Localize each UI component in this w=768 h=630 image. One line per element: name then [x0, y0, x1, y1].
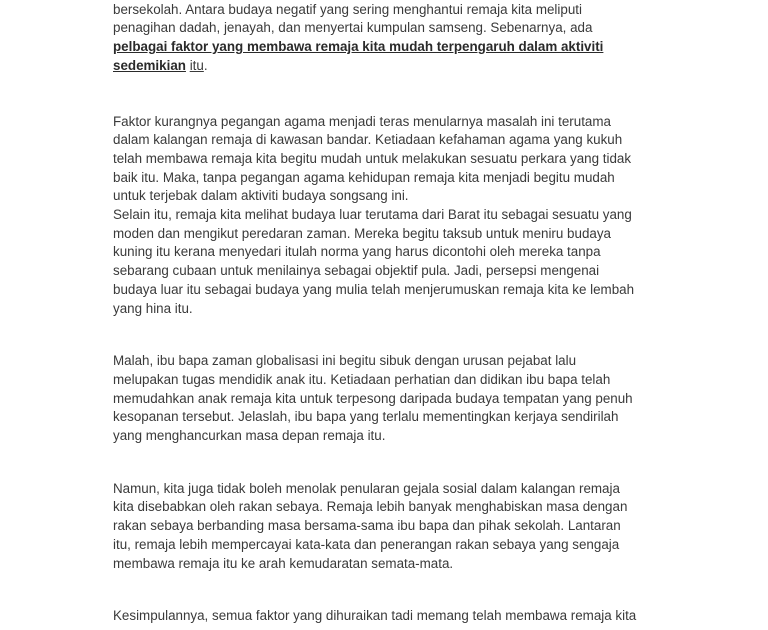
paragraph-line: bersekolah. Antara budaya negatif yang sering menghantui remaja kita meliputi	[113, 1, 582, 17]
paragraph-line: Faktor kurangnya pegangan agama menjadi teras menularnya masalah ini terutama	[113, 113, 611, 129]
paragraph-line	[113, 38, 659, 57]
paragraph-line: memudahkan anak remaja kita untuk terpesong daripada budaya tempatan yang penuh	[113, 390, 633, 406]
paragraph-line: yang menghancurkan masa depan remaja itu.	[113, 428, 386, 444]
paragraph-line: membawa remaja itu ke arah kemudaratan semata-mata.	[113, 555, 454, 571]
paragraph-3	[113, 352, 659, 446]
paragraph-line: kesopanan tersebut. Jelaslah, ibu bapa yang terlalu mementingkan kerjaya sendirilah	[113, 409, 619, 425]
paragraph-line: Kesimpulannya, semua faktor yang dihuraikan tadi memang telah membawa remaja kita	[113, 608, 637, 624]
paragraph-line: untuk terjebak dalam aktiviti budaya songsang ini.	[113, 188, 409, 204]
paragraph-line: Malah, ibu bapa zaman globalisasi ini begitu sibuk dengan urusan pejabat lalu	[113, 353, 577, 369]
paragraph-line: rakan sebaya berbanding masa bersama-sama ibu bapa dan pihak sekolah. Lantaran	[113, 518, 621, 534]
paragraph-line: kuning itu kerana menyedari itulah norma yang harus dicontohi oleh mereka tanpa	[113, 244, 601, 260]
emphasized-phrase: pelbagai faktor yang membawa remaja kita mudah terpengaruh dalam aktiviti	[113, 39, 604, 55]
paragraph-line: itu, remaja lebih mempercayai kata-kata dan penerangan rakan sebaya yang sengaja	[113, 536, 620, 552]
emphasized-phrase: sedemikian	[113, 57, 186, 73]
paragraph-5	[113, 607, 659, 626]
paragraph-line: melupakan tugas mendidik anak itu. Ketiadaan perhatian dan didikan ibu bapa telah	[113, 371, 611, 387]
paragraph-line: budaya luar itu sebagai budaya yang mulia telah menjerumuskan remaja kita ke lembah	[113, 281, 635, 297]
paragraph-line	[113, 57, 659, 76]
essay-body	[113, 0, 659, 626]
paragraph-line: yang hina itu.	[113, 300, 193, 316]
paragraph-1	[113, 0, 659, 76]
paragraph-line: Namun, kita juga tidak boleh menolak penularan gejala sosial dalam kalangan remaja	[113, 480, 620, 496]
paragraph-line: penagihan dadah, jenayah, dan menyertai kumpulan samseng. Sebenarnya, ada	[113, 20, 593, 36]
period: .	[203, 57, 208, 73]
paragraph-line: moden dan mengikut peredaran zaman. Mereka begitu taksub untuk meniru budaya	[113, 225, 611, 241]
paragraph-4	[113, 480, 659, 574]
paragraph-line: sebarang cubaan untuk menilainya sebagai objektif pula. Jadi, persepsi mengenai	[113, 263, 600, 279]
paragraph-2	[113, 113, 659, 319]
paragraph-line: kita disebabkan oleh rakan sebaya. Remaja lebih banyak menghabiskan masa dengan	[113, 499, 628, 515]
underlined-word: itu	[189, 57, 204, 73]
paragraph-line: Selain itu, remaja kita melihat budaya luar terutama dari Barat itu sebagai sesuatu yang	[113, 207, 632, 223]
paragraph-line: baik itu. Maka, tanpa pegangan agama kehidupan remaja kita menjadi begitu mudah	[113, 169, 615, 185]
paragraph-line: telah membawa remaja kita begitu mudah untuk melakukan sesuatu perkara yang tidak	[113, 150, 632, 166]
paragraph-line: dalam kalangan remaja di kawasan bandar. Ketiadaan kefahaman agama yang kukuh	[113, 132, 623, 148]
